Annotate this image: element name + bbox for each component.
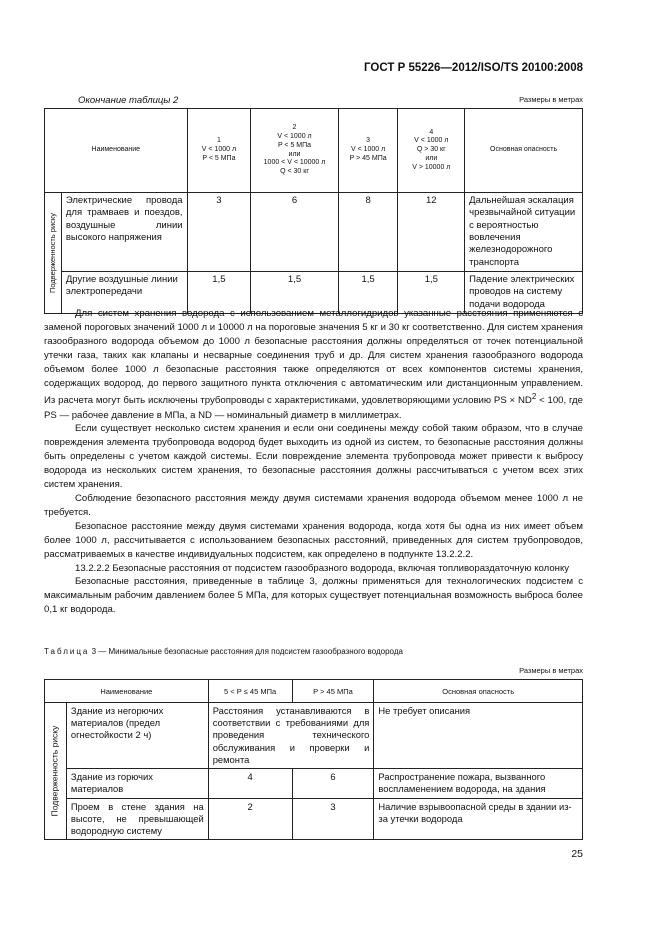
table2-row2-hazard: Падение электрических проводов на систему подачи водорода (465, 272, 583, 314)
table2-header-col3: 3 V < 1000 л P > 45 МПа (338, 109, 398, 193)
table3-row1-merged: Расстояния устанавливаются в соответствии с требованиями для проведения технического обслуживания и проверки и ремонта (208, 703, 374, 769)
table2-header-row (45, 109, 583, 193)
table3-header-col2: P > 45 МПа (292, 680, 374, 703)
table2-caption: Окончание таблицы 2 (78, 95, 179, 106)
table3-title: Таблица 3 — Минимальные безопасные расстояния для подсистем газообразного водорода (44, 647, 403, 656)
table-row (45, 703, 583, 769)
table2-row1-v4: 12 (398, 193, 465, 272)
table3-header-hazard: Основная опасность (374, 680, 583, 703)
table2-row1-hazard: Дальнейшая эскалация чрезвычайной ситуации с вероятностью вовлечения железнодорожного транспорта (465, 193, 583, 272)
table3 (44, 679, 583, 840)
paragraph-5: 13.2.2.2 Безопасные расстояния от подсистем газообразного водорода, включая топливораздаточную колонку (75, 562, 570, 574)
table2-row1-v1: 3 (187, 193, 251, 272)
table2-header-col1: 1 V < 1000 л P < 5 МПа (187, 109, 251, 193)
table3-row2-hazard: Распространение пожара, вызванного воспламенением водорода, на здания (374, 769, 583, 798)
paragraph-2: Если существует несколько систем хранения и если они соединены между собой таким образом, что в случае повреждения элемента трубопровода водород будет выходить из одной из систем, то безопасные расстояния должны быть определены с учетом каждой системы. Если повреждение элемента трубопровода может привести к выбросу водорода из нескольких систем хранения, то безопасные расстояния должны рассчитываться с учетом всех этих систем хранения. (44, 423, 583, 491)
table2-units: Размеры в метрах (519, 95, 583, 104)
table3-header-row (45, 680, 583, 703)
table2-row1-v2: 6 (251, 193, 339, 272)
table3-row2-name: Здание из горючих материалов (66, 769, 208, 798)
table-row (45, 798, 583, 840)
table2-row2-name: Другие воздушные линии электропередачи (61, 272, 187, 314)
table2-row1-v3: 8 (338, 193, 398, 272)
table3-row3-hazard: Наличие взрывоопасной среды в здании из-за утечки водорода (374, 798, 583, 840)
table3-header-col1: 5 < P ≤ 45 МПа (208, 680, 292, 703)
table3-row1-hazard: Не требует описания (374, 703, 583, 769)
table2-row2-v2: 1,5 (251, 272, 339, 314)
table2-row2-v3: 1,5 (338, 272, 398, 314)
table2-row2-v1: 1,5 (187, 272, 251, 314)
table2-header-col4: 4 V < 1000 л Q > 30 кг или V > 10000 л (398, 109, 465, 193)
table3-row2-v2: 6 (292, 769, 374, 798)
document-code: ГОСТ Р 55226—2012/ISO/TS 20100:2008 (364, 62, 583, 74)
table3-group-label: Подверженность риску (45, 703, 67, 840)
table2 (44, 108, 583, 314)
page-number: 25 (571, 848, 583, 860)
table3-row1-name: Здание из негорючих материалов (предел огнестойкости 2 ч) (66, 703, 208, 769)
paragraph-3: Соблюдение безопасного расстояния между двумя системами хранения водорода объемом менее 1000 л не требуется. (44, 492, 583, 518)
table3-units: Размеры в метрах (519, 666, 583, 675)
body-text (44, 307, 583, 617)
table2-group-label: Подверженность риску (45, 193, 62, 314)
table3-row3-v1: 2 (208, 798, 292, 840)
table3-row2-v1: 4 (208, 769, 292, 798)
table2-header-col2: 2 V < 1000 л P < 5 МПа или 1000 < V < 10000 л Q < 30 кг (251, 109, 339, 193)
table2-row1-name: Электрические провода для трамваев и поездов, воздушные линии высокого напряжения (61, 193, 187, 272)
table2-header-hazard: Основная опасность (465, 109, 583, 193)
table-row (45, 769, 583, 798)
table-row (45, 193, 583, 272)
table2-header-name: Наименование (45, 109, 188, 193)
table2-row2-v4: 1,5 (398, 272, 465, 314)
table3-row3-name: Проем в стене здания на высоте, не превышающей водородную систему (66, 798, 208, 840)
table3-header-name: Наименование (45, 680, 209, 703)
paragraph-4: Безопасное расстояние между двумя системами хранения водорода, когда хотя бы одна из них имеет объем более 1000 л, рассчитывается с использованием безопасных расстояний, приведенных для систем трубопроводов, рассматриваемых в качестве индивидуальных подсистем, как определено в подпункте 13.2.2.2. (44, 520, 583, 560)
paragraph-1: Для систем хранения водорода с использованием металлогидридов указанные расстояния применяются с заменой пороговых значений 1000 л и 10000 л на пороговые значения 5 кг и 30 кг соответственно. Для систем хранения газообразного водорода объемом до 1000 л безопасные расстояния должны определяться от точек потенциальной утечки газа, таких как клапаны и несварные соединения труб и др. Для систем хранения газообразного водорода объемом более 1000 л безопасные расстояния также определяются от всех компонентов системы хранения, содержащих водород, до первого защитного пункта отключения с автоматическим или дистанционным управлением. Из расчета могут быть исключены трубопроводы с характеристиками, удовлетворяющими условию PS × $ND^2 < 100$, где PS — рабочее давление в МПа, а ND — номинальный диаметр в миллиметрах. (44, 308, 583, 421)
paragraph-6: Безопасные расстояния, приведенные в таблице 3, должны применяться для технологических подсистем с максимальным рабочим давлением более 5 МПа, для которых существует потенциальная возможность выброса более 0,1 кг водорода. (44, 576, 583, 616)
table3-row3-v2: 3 (292, 798, 374, 840)
